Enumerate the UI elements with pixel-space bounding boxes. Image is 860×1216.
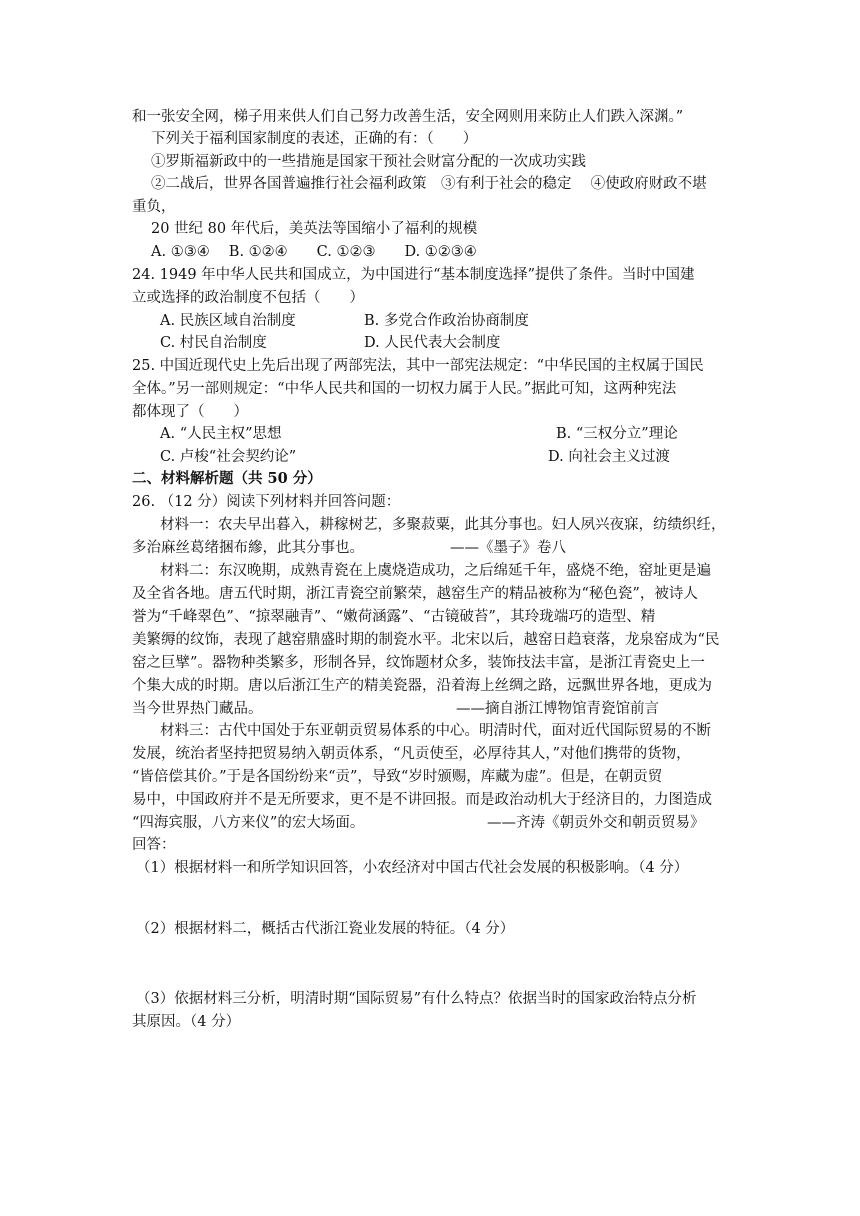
q26-material-3-line-5: “四海宾服，八方来仪”的宏大场面。 (132, 815, 365, 831)
q26-subquestion-1: （1）根据材料一和所学知识回答，小农经济对中国古代社会发展的积极影响。（4 分） (136, 860, 689, 876)
section-heading: 二、材料解析题（共 50 分） (132, 470, 322, 487)
q23-options: A. ①③④ B. ①②④ C. ①②③ D. ①②③④ (151, 244, 477, 260)
q26-material-1-line-2: 多治麻丝葛绪捆布縿，此其分事也。 (132, 540, 364, 556)
q23-item-continued: 20 世纪 80 年代后，美英法等国缩小了福利的规模 (151, 221, 478, 237)
q25-option-b: B. “三权分立”理论 (556, 426, 678, 442)
q26-material-3-line-1: 材料三：古代中国处于东亚朝贡贸易体系的中心。明清时代，面对近代国际贸易的不断 (160, 723, 711, 739)
q26-material-1-source: ——《墨子》卷八 (450, 540, 566, 556)
q26-material-1-line-1: 材料一：农夫早出暮入，耕稼树艺，多聚菽粟，此其分事也。妇人夙兴夜寐，纺绩织纴， (160, 517, 726, 533)
q26-material-3-source: ——齐涛《朝贡外交和朝贡贸易》 (487, 815, 705, 831)
q26-material-3-line-4: 易中，中国政府并不是无所要求，更不是不讲回报。而是政治动机大于经济目的，力图造成 (132, 792, 712, 808)
q26-material-2-line-7: 当今世界热门藏品。 (132, 701, 263, 717)
q25-option-a: A. “人民主权”思想 (160, 426, 282, 442)
q24-option-b: B. 多党合作政治协商制度 (364, 313, 529, 329)
q23-stem: 下列关于福利国家制度的表述，正确的有：（ ） (151, 131, 478, 147)
q25-option-c: C. 卢梭“社会契约论” (160, 449, 297, 465)
q26-material-2-line-5: 窑之巨擘”。器物种类繁多，形制各异，纹饰题材众多，装饰技法丰富，是浙江青瓷史上一 (132, 655, 705, 671)
q26-subquestion-3-line-1: （3）依据材料三分析，明清时期“国际贸易”有什么特点？依据当时的国家政治特点分析 (136, 991, 697, 1007)
q25-stem-line-3: 都体现了（ ） (132, 404, 248, 420)
q25-option-d: D. 向社会主义过渡 (548, 449, 670, 465)
q24-stem-line-2: 立或选择的政治制度不包括（ ） (132, 290, 364, 306)
q24-option-d: D. 人民代表大会制度 (364, 335, 501, 351)
q25-stem-line-1: 25. 中国近现代史上先后出现了两部宪法，其中一部宪法规定：“中华民国的主权属于国民 (132, 358, 704, 374)
q23-item-2: ②二战后，世界各国普遍推行社会福利政策 ③有利于社会的稳定 ④使政府财政不堪 (151, 176, 707, 192)
q26-material-2-line-1: 材料二：东汉晚期，成熟青瓷在上虞烧造成功，之后绵延千年，盛烧不绝，窑址更是遍 (160, 563, 711, 579)
q26-material-2-source: ——摘自浙江博物馆青瓷馆前言 (456, 701, 659, 717)
q23-item-1: ①罗斯福新政中的一些措施是国家干预社会财富分配的一次成功实践 (151, 154, 586, 170)
q26-subquestion-2: （2）根据材料二，概括古代浙江瓷业发展的特征。（4 分） (136, 921, 515, 937)
q26-material-3-line-2: 发展，统治者坚持把贸易纳入朝贡体系，“凡贡使至，必厚待其人，”对他们携带的货物， (132, 746, 691, 762)
q24-option-a: A. 民族区域自治制度 (160, 313, 296, 329)
q26-material-2-line-4: 美繁缛的纹饰，表现了越窑鼎盛时期的制瓷水平。北宋以后，越窑日趋衰落，龙泉窑成为“民 (132, 632, 720, 648)
q25-stem-line-2: 全体。”另一部则规定：“中华人民共和国的一切权力属于人民。”据此可知，这两种宪法 (132, 381, 677, 397)
q24-option-c: C. 村民自治制度 (160, 335, 267, 351)
q26-answer-prompt: 回答： (132, 837, 176, 853)
q26-material-3-line-3: “皆倍偿其价。”于是各国纷纷来“贡”，导致“岁时颁赐，库藏为虚”。但是，在朝贡贸 (132, 769, 663, 785)
q26-subquestion-3-line-2: 其原因。（4 分） (132, 1014, 241, 1030)
q26-intro: 26. （12 分）阅读下列材料并回答问题： (132, 494, 401, 510)
q26-material-2-line-3: 誉为“千峰翠色”、“掠翠融青”、“嫩荷涵露”、“古镜破苔”，其玲珑端巧的造型、精 (132, 609, 656, 625)
q26-material-2-line-6: 个集大成的时期。唐以后浙江生产的精美瓷器，沿着海上丝绸之路，远飘世界各地，更成为 (132, 678, 712, 694)
q23-quote-end: 和一张安全网，梯子用来供人们自己努力改善生活，安全网则用来防止人们跌入深渊。” (132, 109, 684, 125)
q26-material-2-line-2: 及全省各地。唐五代时期，浙江青瓷空前繁荣，越窑生产的精品被称为“秘色瓷”，被诗人 (132, 586, 698, 602)
q23-item-2-continued: 重负， (132, 199, 176, 215)
q24-stem-line-1: 24. 1949 年中华人民共和国成立，为中国进行“基本制度选择”提供了条件。当时中国建 (132, 267, 695, 283)
